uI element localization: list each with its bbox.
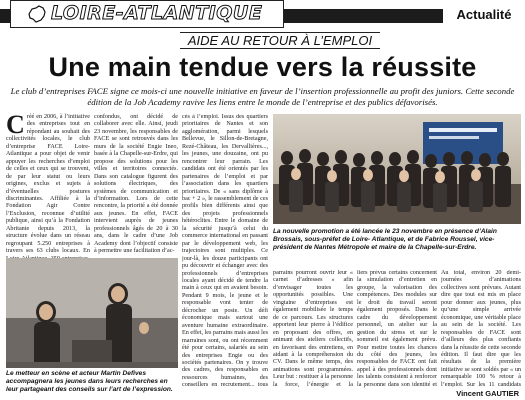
article-column-3: [182, 114, 268, 389]
article-column-2: [94, 114, 178, 255]
speaker-photo: [6, 258, 178, 368]
loire-atlantique-map-icon: [27, 5, 47, 23]
column-6-text: Au total, environ 20 demi-journées d’animations collectives sont prévues. Autant dire que tout est mis en place pour donner aux jeunes, plus qu’une simple arrivée économique, une véritable place au sein de la société. Les responsables de FACE sont d’ailleurs des plus confiants dans la réussite de cette seconde édition. Il faut dire que les résultats de la première initiative se sont soldés par « un remarquable 100 % retour à l’emploi. Sur les 11 candidats: [441, 270, 521, 387]
drop-cap: C: [6, 110, 25, 139]
article-standfirst: Le club d’entreprises FACE signe ce mois-ci une nouvelle initiative en faveur de l’insertion professionnelle au profit des juniors. Cette seconde édition de la Job Academy ravive les liens entre le monde de l’entreprise et des publics défavorisés.: [10, 86, 515, 107]
column-2-text: confondus, ont décidé de collaborer avec elle. Ainsi, jeudi 23 novembre, les responsables de FACE se sont retrouvés dans les murs de la société Engie Ineo, basée à la Chapelle-sur-Erdre, qui propose des solutions pour les villes et territoires connectés. Dans son catalogue figurent des solutions électriques, des systèmes de communication et d’information. Lors de cette rencontre, la priorité a été donnée aux jeunes. En effet, FACE intervient auprès de jeunes professionnels âgés de 20 à 30 ans, dans le cadre d’une Job Academy dont l’objectif consiste à permettre une facilitation d’ac-: [94, 114, 178, 255]
group-photo: [273, 114, 521, 224]
article-column-4: [273, 270, 353, 388]
group-photo-caption: La nouvelle promotion a été lancée le 23 novembre en présence d’Alain Brossais, sous-préfet de Loire- Atlantique, et de Fabrice Roussel, vice-président de Nantes Métropole et maire de la Chapelle-sur-Erdre.: [273, 228, 497, 251]
article-kicker: AIDE AU RETOUR À L’EMPLOI: [180, 32, 380, 49]
page-header: [0, 0, 525, 30]
article-headline: Une main tendue vers la réussite: [48, 52, 477, 82]
column-4-text: parrains pourront ouvrir leur « carnet d’adresses » afin d’envisager toutes les opportunités possibles. Une vingtaine d’entreprises est également mobilisée le temps de ce parcours. Les structures apportent leur pierre à l’édifice en proposant des offres, en animant des ateliers collectifs, en favorisant des entretiens, en aidant à la compréhension du CV. Dans le même temps, des animations sont programmées. Leur but : restituer à la personne la force, l’énergie et la: [273, 270, 353, 388]
column-5-text: liers prévus certains concernent la simulation d’entretien en groupe, la valorisation des compétences. Des modules sur le droit du travail seront également proposés. Dans le cadre du développement personnel, un atelier sur la gestion du stress et sur le sommeil est également prévu. Pour mettre toutes les chances du côté des jeunes, les responsables de FACE ont fait appel à des professionnels dont les talents consistent à renforcer la personne dans son identité et: [357, 270, 437, 388]
group-photo-image: [273, 114, 521, 224]
header-title-box: [10, 0, 284, 28]
article-column-6: [441, 270, 521, 387]
section-title: LOIRE-ATLANTIQUE: [51, 2, 263, 24]
speaker-photo-image: [6, 258, 178, 368]
article-column-1: [6, 110, 90, 255]
article-column-5: [357, 270, 437, 388]
column-1-text: réé en 2006, à l’initiative des entreprises tout en répondant au souhait des collectivités locales, le club d’entreprise FACE Loire-Atlantique a pour objet de venir appuyer les recherches d’emploi de celles et ceux qui se trouvent, de par leur statut ou leurs origines, exclus et sujets à d’éventuelles postures discriminantes. Affiliée à la Fondation Agir Contre l’Exclusion, reconnue d’utilité publique, ainsi qu’à la Fondation Abritante depuis 2013, la structure évolue dans un réseau regroupant 5.250 entreprises à travers ses 63 clubs locaux. En: [6, 114, 90, 255]
author-signature: Vincent GAUTIER: [456, 389, 519, 398]
column-3-text: cès à l’emploi. Issus des quartiers prioritaires de Nantes et son agglomération, parmi lesquels Bellevue, le Sillon-de-Bretagne, Rezé-Château, les Dervallières..., les jeunes, une douzaine, ont pu rencontrer leur parrain. Les candidats ont été orientés par les partenaires de l’emploi et par l’association dans les quartiers prioritaires. De « sans diplôme à bac + 2 », le rassemblement de ces profils bien différents ainsi que des projets professionnels hétéroclites. Entre le domaine de la sécurité jusqu’à celui du commerce international en passant par le développement web, les trajectoires sont multiples. Ce jour-là, les douze participants ont pu découvrir et échanger avec des professionnels d’entreprises locales ayant décidé de tendre la main à ceux qui en avaient besoin. Pendant 9 mois, le jeune et le responsable vont tenter de décrocher un poste. Un défi économique mais surtout une aventure humaine extraordinaire. En effet, les parrains mais aussi les marraines sont, ou ont récemment été pour certains, salariés au sein des entreprises Engie ou des sociétés partenaires. On y trouve des cadres, des responsables en ressources humaines, des conseillers en recrutement... tous: [182, 114, 268, 389]
speaker-photo-caption: Le metteur en scène et acteur Martin Defives accompagnera les jeunes dans leurs recherches en leur partageant des conseils sur l’art de l’expression.: [6, 370, 173, 393]
section-label: Actualité: [443, 0, 525, 30]
